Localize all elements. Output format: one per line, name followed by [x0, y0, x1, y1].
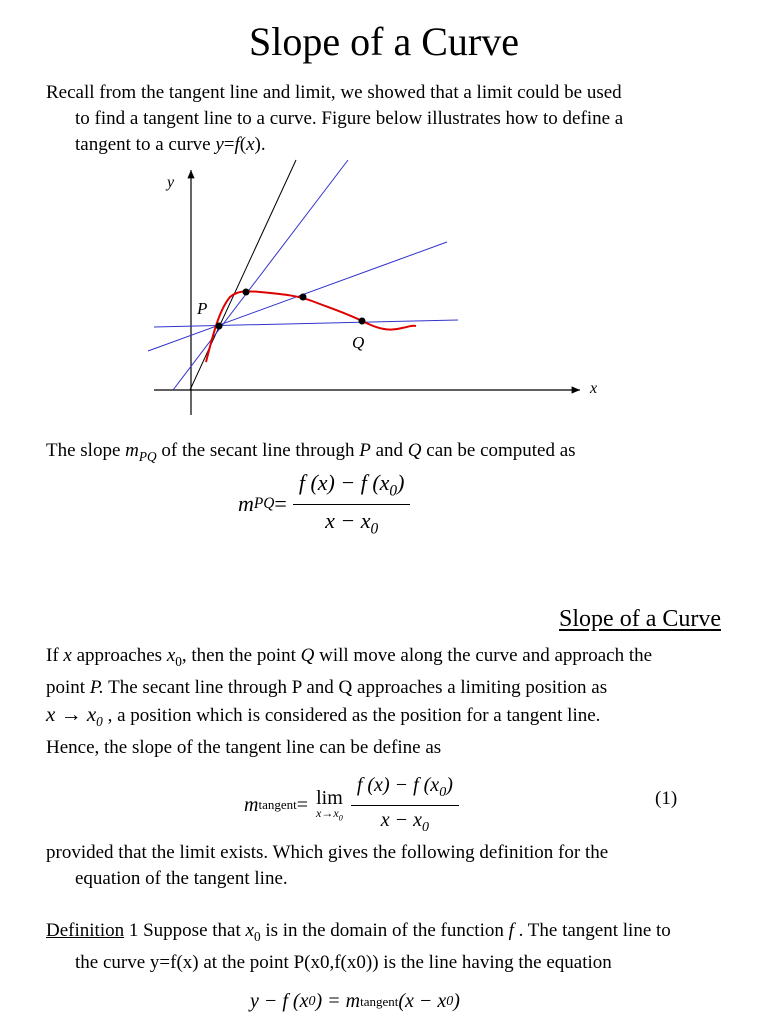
approach-line-4: Hence, the slope of the tangent line can be define as	[46, 736, 442, 758]
eq-equals: =	[274, 491, 287, 517]
fraction-numerator: f (x) − f $(x_0)$	[293, 470, 411, 505]
secant-text-4: can be computed as	[421, 440, 576, 461]
approach-line-3: $x \to x_0$ , a position which is considered as the position for a tangent line.	[46, 701, 601, 729]
point-p	[216, 323, 223, 330]
secant-text-1: The slope	[46, 440, 126, 461]
secant-line-1	[173, 160, 348, 390]
var-f: f	[234, 134, 240, 155]
definition-label: Definition	[46, 920, 125, 941]
fraction-denominator: $x - x_0$	[325, 508, 379, 538]
tangent-slope-equation	[244, 774, 459, 836]
tangent-figure	[140, 155, 600, 425]
page-title: Slope of a Curve	[249, 19, 519, 64]
intro-line-2: to find a tangent line to a curve. Figure below illustrates how to define a	[75, 108, 624, 129]
secant-sentence	[46, 438, 746, 470]
provided-line-2: equation of the tangent line.	[75, 868, 288, 889]
tangent-fraction-denominator: $x - x_0$	[380, 809, 429, 835]
point-1	[243, 289, 250, 296]
y-axis-label: y	[167, 174, 175, 191]
tangent-line	[190, 160, 296, 390]
tangent-fraction	[351, 774, 459, 836]
definition-line-2: the curve y=f(x) at the point P(x0,f(x0)) is the line having the equation	[75, 951, 612, 973]
secant-slope-equation	[238, 470, 410, 539]
point-q	[359, 318, 366, 325]
secant-text-3: and	[370, 440, 408, 461]
var-q: Q	[407, 440, 422, 461]
approach-line-1: If x approaches $x_0$, then the point Q will move along the curve and approach the	[46, 645, 653, 669]
limit-operator: lim $x\to x_0$	[316, 787, 343, 823]
paren-close: ).	[254, 134, 266, 155]
equation-number: (1)	[655, 788, 678, 809]
point-2	[300, 294, 307, 301]
provided-paragraph	[46, 840, 746, 892]
point-p-label: P	[197, 299, 208, 318]
tangent-fraction-numerator: f (x) − f $(x_0)$	[351, 774, 459, 806]
approach-paragraph	[46, 643, 758, 761]
section-title: Slope of a Curve	[559, 606, 721, 632]
var-m: m	[125, 440, 139, 461]
var-p: P	[359, 440, 371, 461]
eq-tangent-m: m	[244, 793, 259, 816]
definition-paragraph	[46, 918, 758, 976]
eq-m: m	[238, 491, 254, 517]
definition-line-1: Definition 1 Suppose that $x_0$ is in the domain of the function f . The tangent line to	[46, 920, 671, 944]
paren-open: (	[239, 134, 247, 155]
equals-sign: =	[223, 134, 235, 155]
intro-line-1: Recall from the tangent line and limit, we showed that a limit could be used	[46, 82, 622, 103]
intro-line-3-text: tangent to a curve	[75, 134, 216, 155]
tangent-line-equation: y − f (x 0 ) = m tangent (x − x 0 )	[250, 990, 460, 1012]
secant-text-2: of the secant line through	[156, 440, 360, 461]
secant-fraction	[293, 470, 411, 539]
var-m-sub: PQ	[138, 448, 157, 464]
var-x: x	[246, 134, 255, 155]
var-y: y	[215, 134, 224, 155]
x-axis-label: x	[590, 380, 598, 397]
curve	[206, 291, 416, 362]
eq-tangent-equals: =	[296, 793, 308, 816]
approach-line-2: point P. The secant line through P and Q approaches a limiting position as	[46, 676, 608, 698]
provided-line-1: provided that the limit exists. Which gives the following definition for the	[46, 842, 609, 863]
intro-paragraph	[46, 80, 746, 158]
point-q-label: Q	[352, 333, 365, 352]
eq-m-sub: PQ	[253, 495, 275, 513]
eq-tangent-m-sub: tangent	[258, 797, 297, 812]
